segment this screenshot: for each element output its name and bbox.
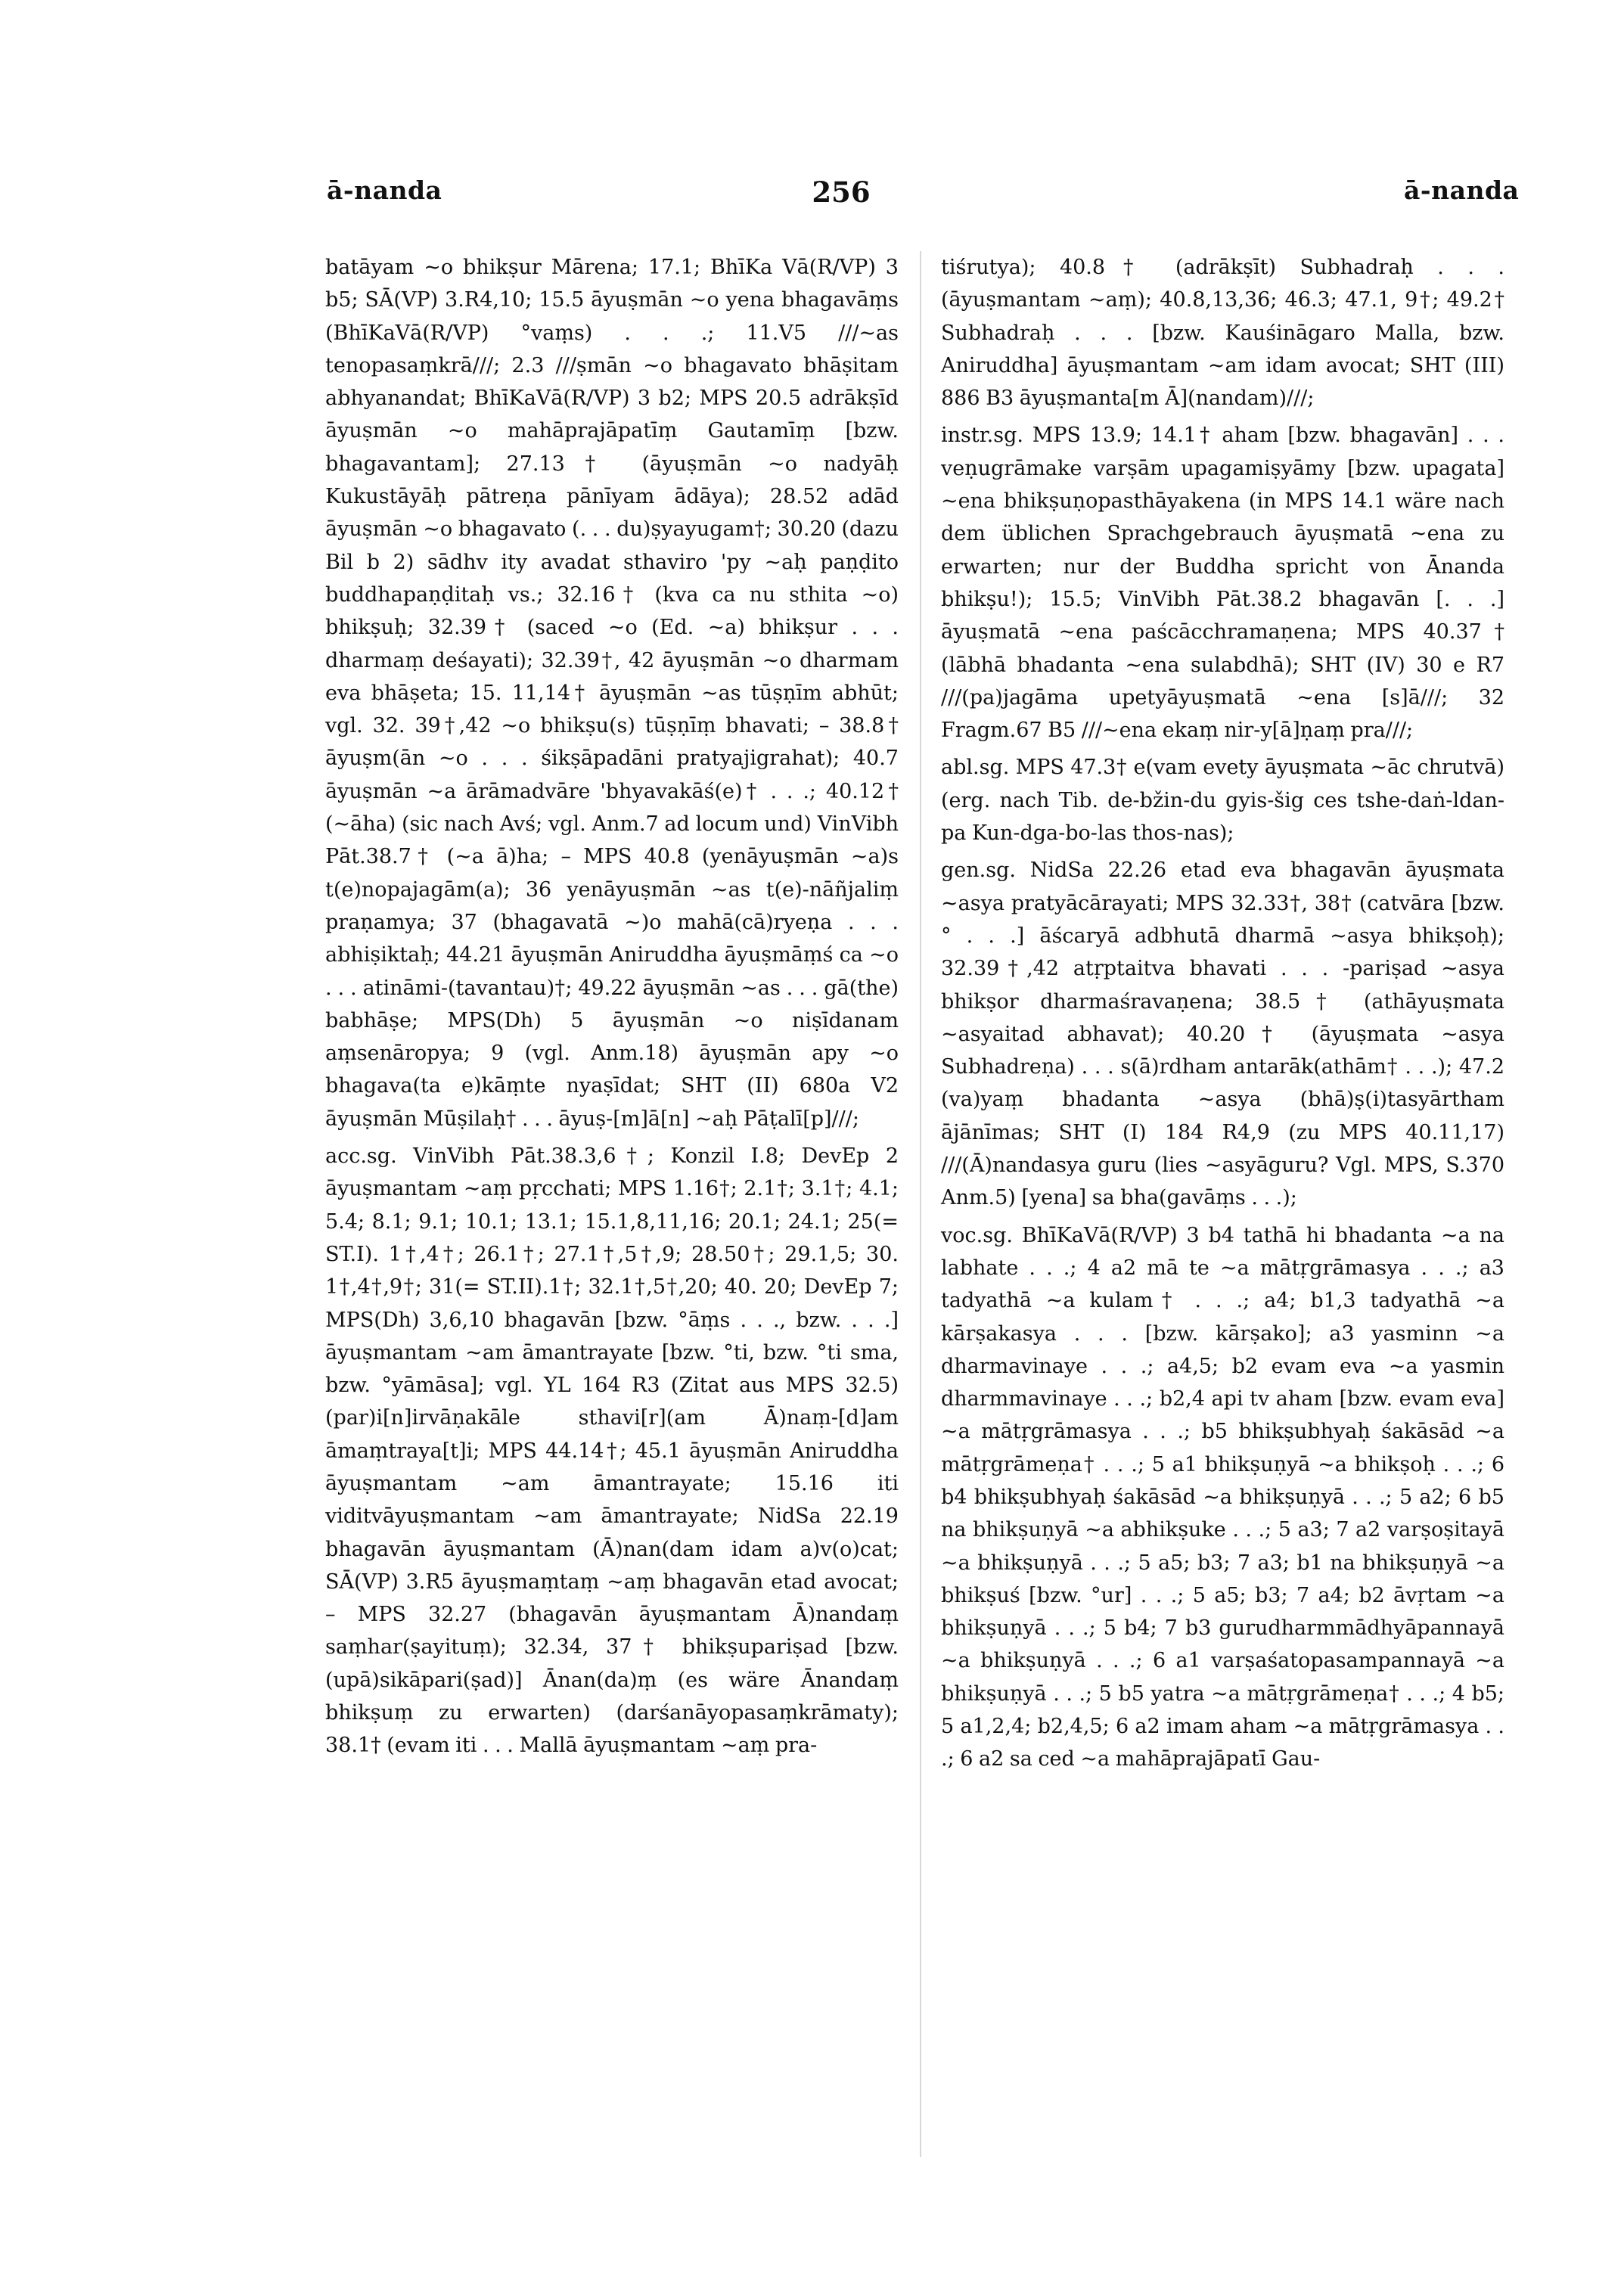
right-column [941,251,1504,1776]
column-divider [920,251,921,2157]
entry-paragraph-continuation: batāyam ~o bhikṣur Mārena; 17.1; BhīKa Vā(R/VP) 3 b5; SĀ(VP) 3.R4,10; 15.5 āyuṣmān ~o yena bhagavāṃs (BhīKaVā(R/VP) °vaṃs) . . .; 11.V5 ///~as tenopasaṃkrā///; 2.3 ///ṣmān ~o bhagavato bhāṣitam abhyanandat; BhīKaVā(R/VP) 3 b2; MPS 20.5 adrākṣīd āyuṣmān ~o mahāprajāpatīṃ Gautamīṃ [bzw. bhagavantam]; 27.13† (āyuṣmān ~o nadyāḥ Kukustāyāḥ pātreṇa pānīyam ādāya); 28.52 adād āyuṣmān ~o bhagavato (. . . du)ṣyayugam†; 30.20 (dazu Bil b 2) sādhv ity avadat sthaviro 'py ~aḥ paṇḍito buddhapaṇḍitaḥ vs.; 32.16† (kva ca nu sthita ~o) bhikṣuḥ; 32.39† (saced ~o (Ed. ~a) bhikṣur . . . dharmaṃ deśayati); 32.39†, 42 āyuṣmān ~o dharmam eva bhāṣeta; 15. 11,14† āyuṣmān ~as tūṣṇīm abhūt; vgl. 32. 39†,42 ~o bhikṣu(s) tūṣṇīṃ bhavati; – 38.8† āyuṣm(ān ~o . . . śikṣāpadāni pratyajigrahat); 40.7 āyuṣmān ~a ārāmadvāre 'bhyavakāś(e)† . . .; 40.12† (~āha) (sic nach Avś; vgl. Anm.7 ad locum und) VinVibh Pāt.38.7† (~a ā)ha; – MPS 40.8 (yenāyuṣmān ~a)s t(e)nopajagām(a); 36 yenāyuṣmān ~as t(e)-nāñjaliṃ praṇamya; 37 (bhagavatā ~)o mahā(cā)ryeṇa . . . abhiṣiktaḥ; 44.21 āyuṣmān Aniruddha āyuṣmāṃś ca ~o . . . atināmi-(tavantau)†; 49.22 āyuṣmān ~as . . . gā(the) babhāṣe; MPS(Dh) 5 āyuṣmān ~o niṣīdanam aṃsenāropya; 9 (vgl. Anm.18) āyuṣmān apy ~o bhagava(ta e)kāṃte nyaṣīdat; SHT (II) 680a V2 āyuṣmān Mūṣilaḥ† . . . āyuṣ-[m]ā[n] ~aḥ Pāṭalī[p]///; [325,256,899,1131]
left-column [325,251,899,1762]
running-head-left: ā-nanda [327,175,442,205]
page-number: 256 [812,175,871,209]
entry-paragraph-acc-sg-continuation: tiśrutya); 40.8† (adrākṣīt) Subhadraḥ . . . (āyuṣmantam ~aṃ); 40.8,13,36; 46.3; 47.1, 9†; 49.2† Subhadraḥ . . . [bzw. Kauśināgaro Malla, bzw. Aniruddha] āyuṣmantam ~am idam avocat; SHT (III) 886 B3 āyuṣmanta[m Ā](nandam)///; [941,256,1504,411]
running-head-right: ā-nanda [1404,175,1520,205]
entry-paragraph-voc-sg: voc.sg. BhīKaVā(R/VP) 3 b4 tathā hi bhadanta ~a na labhate . . .; 4 a2 mā te ~a mātṛgrāmasya . . .; a3 tadyathā ~a kulam† . . .; a4; b1,3 tadyathā ~a kārṣakasya . . . [bzw. kārṣako]; a3 yasminn ~a dharmavinaye . . .; a4,5; b2 evam eva ~a yasmin dharmmavinaye . . .; b2,4 api tv aham [bzw. evam eva] ~a mātṛgrāmasya . . .; b5 bhikṣubhyaḥ śakāsād ~a mātṛgrāmeṇa† . . .; 5 a1 bhikṣuṇyā ~a bhikṣoḥ . . .; 6 b4 bhikṣubhyaḥ śakāsād ~a bhikṣuṇyā . . .; 5 a2; 6 b5 na bhikṣuṇyā ~a abhikṣuke . . .; 5 a3; 7 a2 varṣoṣitayā ~a bhikṣuṇyā . . .; 5 a5; b3; 7 a3; b1 na bhikṣuṇyā ~a bhikṣuś [bzw. °ur] . . .; 5 a5; b3; 7 a4; b2 āvṛtam ~a bhikṣuṇyā . . .; 5 b4; 7 b3 gurudharmmādhyāpannayā ~a bhikṣuṇyā . . .; 6 a1 varṣaśatopasampannayā ~a bhikṣuṇyā . . .; 5 b5 yatra ~a mātṛgrāmeṇa† . . .; 4 b5; 5 a1,2,4; b2,4,5; 6 a2 imam aham ~a mātṛgrāmasya . . .; 6 a2 sa ced ~a mahāprajāpatī Gau- [941,1223,1504,1771]
entry-paragraph-acc-sg: acc.sg. VinVibh Pāt.38.3,6†; Konzil I.8; DevEp 2 āyuṣmantam ~aṃ pṛcchati; MPS 1.16†; 2.1†; 3.1†; 4.1; 5.4; 8.1; 9.1; 10.1; 13.1; 15.1,8,11,16; 20.1; 24.1; 25(= ST.I). 1†,4†; 26.1†; 27.1†,5†,9; 28.50†; 29.1,5; 30. 1†,4†,9†; 31(= ST.II).1†; 32.1†,5†,20; 40. 20; DevEp 7; MPS(Dh) 3,6,10 bhagavān [bzw. °āṃs . . ., bzw. . . .] āyuṣmantam ~am āmantrayate [bzw. °ti, bzw. °ti sma, bzw. °yāmāsa]; vgl. YL 164 R3 (Zitat aus MPS 32.5) (par)i[n]irvāṇakāle sthavi[r](am Ā)naṃ-[d]am āmaṃtraya[t]i; MPS 44.14†; 45.1 āyuṣmān Aniruddha āyuṣmantam ~am āmantrayate; 15.16 iti viditvāyuṣmantam ~am āmantrayate; NidSa 22.19 bhagavān āyuṣmantam (Ā)nan(dam idam a)v(o)cat; SĀ(VP) 3.R5 āyuṣmaṃtaṃ ~aṃ bhagavān etad avocat; – MPS 32.27 (bhagavān āyuṣmantam Ā)nandaṃ saṃhar(ṣayituṃ); 32.34, 37† bhikṣupariṣad [bzw. (upā)sikāpari(ṣad)] Ānan(da)ṃ (es wäre Ānandaṃ bhikṣuṃ zu erwarten) (darśanāyopasaṃkrāmaty); 38.1† (evam iti . . . Mallā āyuṣmantam ~aṃ pra- [325,1144,899,1758]
entry-paragraph-abl-sg: abl.sg. MPS 47.3† e(vam evety āyuṣmata ~āc chrutvā) (erg. nach Tib. de-bžin-du gyis-šig ces tshe-daṅ-ldan-pa Kun-dga-bo-las thos-nas); [941,756,1504,846]
page-header [0,175,1624,221]
entry-paragraph-gen-sg: gen.sg. NidSa 22.26 etad eva bhagavān āyuṣmata ~asya pratyācārayati; MPS 32.33†, 38† (catvāra [bzw. ° . . .] āścaryā adbhutā dharmā ~asya bhikṣoḥ); 32.39†,42 atṛptaitva bhavati . . . -pariṣad ~asya bhikṣor dharmaśravaṇena; 38.5† (athāyuṣmata ~asyaitad abhavat); 40.20† (āyuṣmata ~asya Subhadreṇa) . . . s(ā)rdham antarāk(athām† . . .); 47.2 (va)yaṃ bhadanta ~asya (bhā)ṣ(i)tasyārtham ājānīmas; SHT (I) 184 R4,9 (zu MPS 40.11,17) ///(Ā)nandasya guru (lies ~asyāguru? Vgl. MPS, S.370 Anm.5) [yena] sa bha(gavāṃs . . .); [941,858,1504,1210]
entry-paragraph-instr-sg: instr.sg. MPS 13.9; 14.1† aham [bzw. bhagavān] . . . veṇugrāmake varṣām upagamiṣyāmy [bzw. upagata] ~ena bhikṣuṇopasthāyakena (in MPS 14.1 wäre nach dem üblichen Sprachgebrauch āyuṣmatā ~ena zu erwarten; nur der Buddha spricht von Ānanda bhikṣu!); 15.5; VinVibh Pāt.38.2 bhagavān [. . .] āyuṣmatā ~ena paścācchramaṇena; MPS 40.37† (lābhā bhadanta ~ena sulabdhā); SHT (IV) 30 e R7 ///(pa)jagāma upetyāyuṣmatā ~ena [s]ā///; 32 Fragm.67 B5 ///~ena ekaṃ nir-y[ā]ṇaṃ pra///; [941,424,1504,743]
